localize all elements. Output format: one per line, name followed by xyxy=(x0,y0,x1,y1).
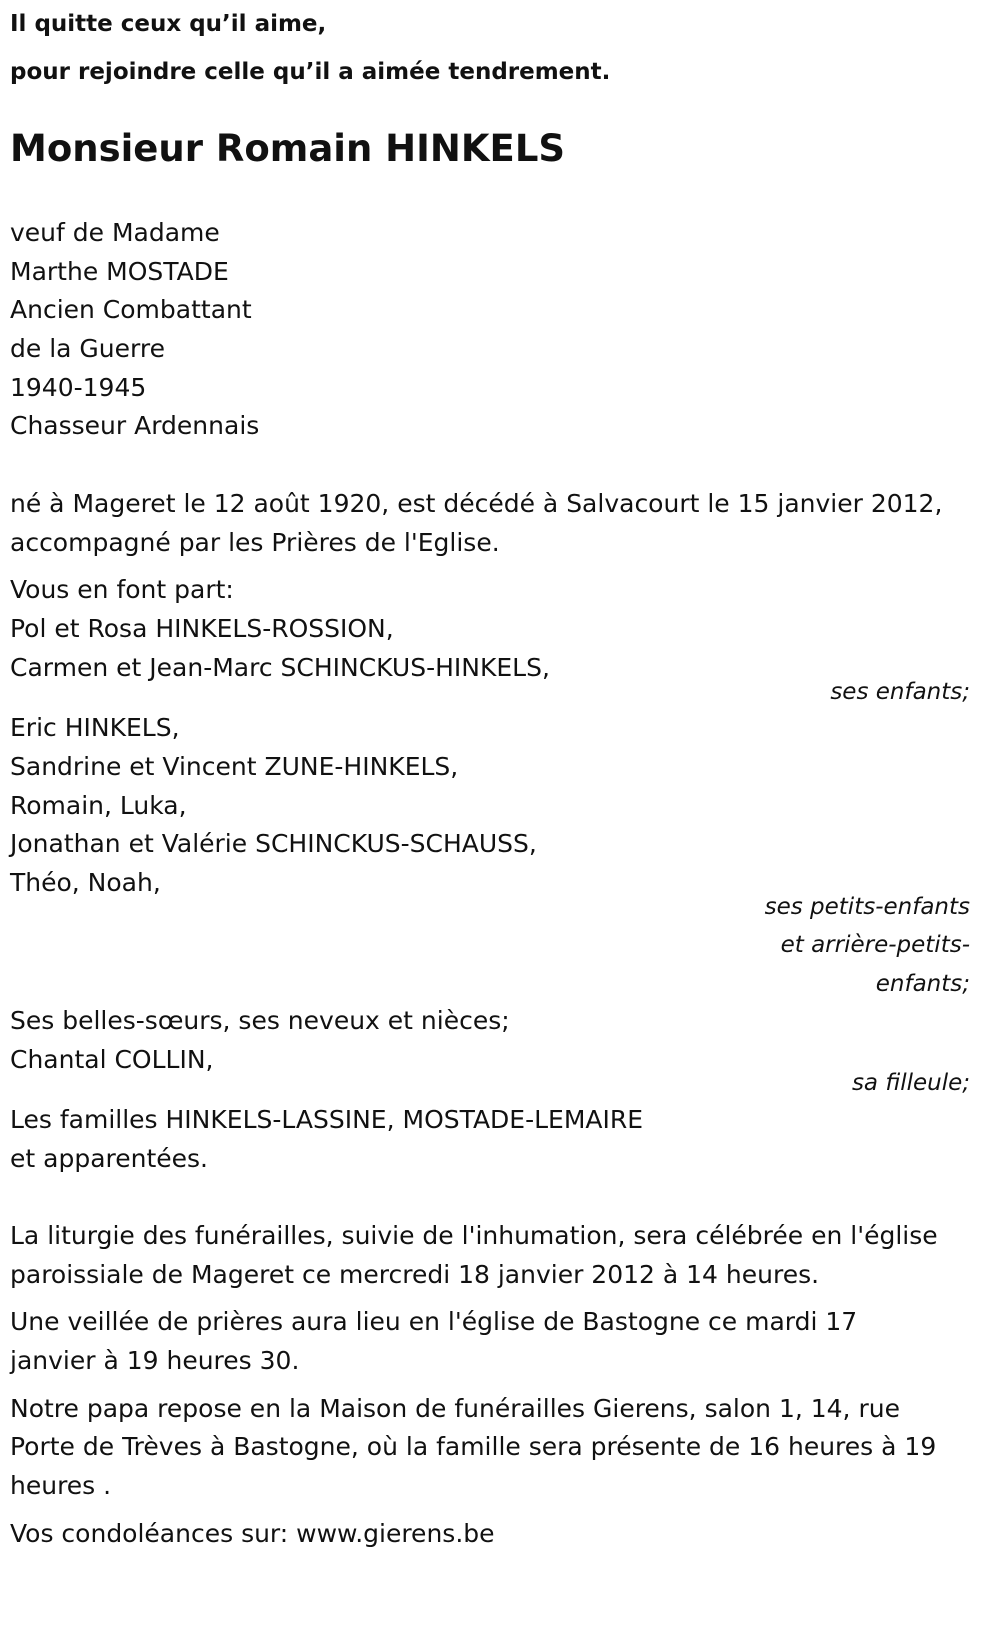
funeral-line: La liturgie des funérailles, suivie de l'inhumation, sera célébrée en l'église xyxy=(10,1221,938,1250)
repose-line: Notre papa repose en la Maison de funérailles Gierens, salon 1, 14, rue xyxy=(10,1394,900,1423)
grandchildren-label: ses petits-enfants xyxy=(764,894,970,920)
vigil-line: janvier à 19 heures 30. xyxy=(10,1346,300,1375)
grandchildren-label: enfants; xyxy=(875,971,970,997)
child-line: Pol et Rosa HINKELS-ROSSION, xyxy=(10,614,394,643)
relatives-line: Chantal COLLIN, xyxy=(10,1045,214,1074)
detail-line: de la Guerre xyxy=(10,334,165,363)
goddaughter-label: sa filleule; xyxy=(851,1070,970,1096)
birth-death-line: accompagné par les Prières de l'Eglise. xyxy=(10,528,500,557)
detail-line: 1940-1945 xyxy=(10,373,147,402)
condolences-link[interactable]: Vos condoléances sur: www.gierens.be xyxy=(10,1519,495,1548)
grandchild-line: Eric HINKELS, xyxy=(10,713,180,742)
children-label: ses enfants; xyxy=(830,679,970,705)
birth-death-line: né à Mageret le 12 août 1920, est décédé à Salvacourt le 15 janvier 2012, xyxy=(10,489,943,518)
funeral-line: paroissiale de Mageret ce mercredi 18 janvier 2012 à 14 heures. xyxy=(10,1260,820,1289)
intro-line-2: pour rejoindre celle qu’il a aimée tendrement. xyxy=(10,59,611,85)
repose-line: heures . xyxy=(10,1471,112,1500)
intro-line-1: Il quitte ceux qu’il aime, xyxy=(10,11,327,37)
families-line: Les familles HINKELS-LASSINE, MOSTADE-LEMAIRE xyxy=(10,1105,644,1134)
grandchild-line: Jonathan et Valérie SCHINCKUS-SCHAUSS, xyxy=(10,829,537,858)
vigil-line: Une veillée de prières aura lieu en l'église de Bastogne ce mardi 17 xyxy=(10,1307,858,1336)
announcement: Vous en font part: xyxy=(10,575,234,604)
grandchild-line: Théo, Noah, xyxy=(10,868,161,897)
deceased-name: Monsieur Romain HINKELS xyxy=(10,127,566,170)
detail-line: veuf de Madame xyxy=(10,218,220,247)
child-line: Carmen et Jean-Marc SCHINCKUS-HINKELS, xyxy=(10,653,550,682)
grandchild-line: Sandrine et Vincent ZUNE-HINKELS, xyxy=(10,752,459,781)
families-line: et apparentées. xyxy=(10,1144,208,1173)
repose-line: Porte de Trèves à Bastogne, où la famille sera présente de 16 heures à 19 xyxy=(10,1432,937,1461)
detail-line: Chasseur Ardennais xyxy=(10,411,260,440)
relatives-line: Ses belles-sœurs, ses neveux et nièces; xyxy=(10,1006,510,1035)
grandchild-line: Romain, Luka, xyxy=(10,791,187,820)
grandchildren-label: et arrière-petits- xyxy=(780,932,970,958)
detail-line: Marthe MOSTADE xyxy=(10,257,229,286)
detail-line: Ancien Combattant xyxy=(10,295,252,324)
